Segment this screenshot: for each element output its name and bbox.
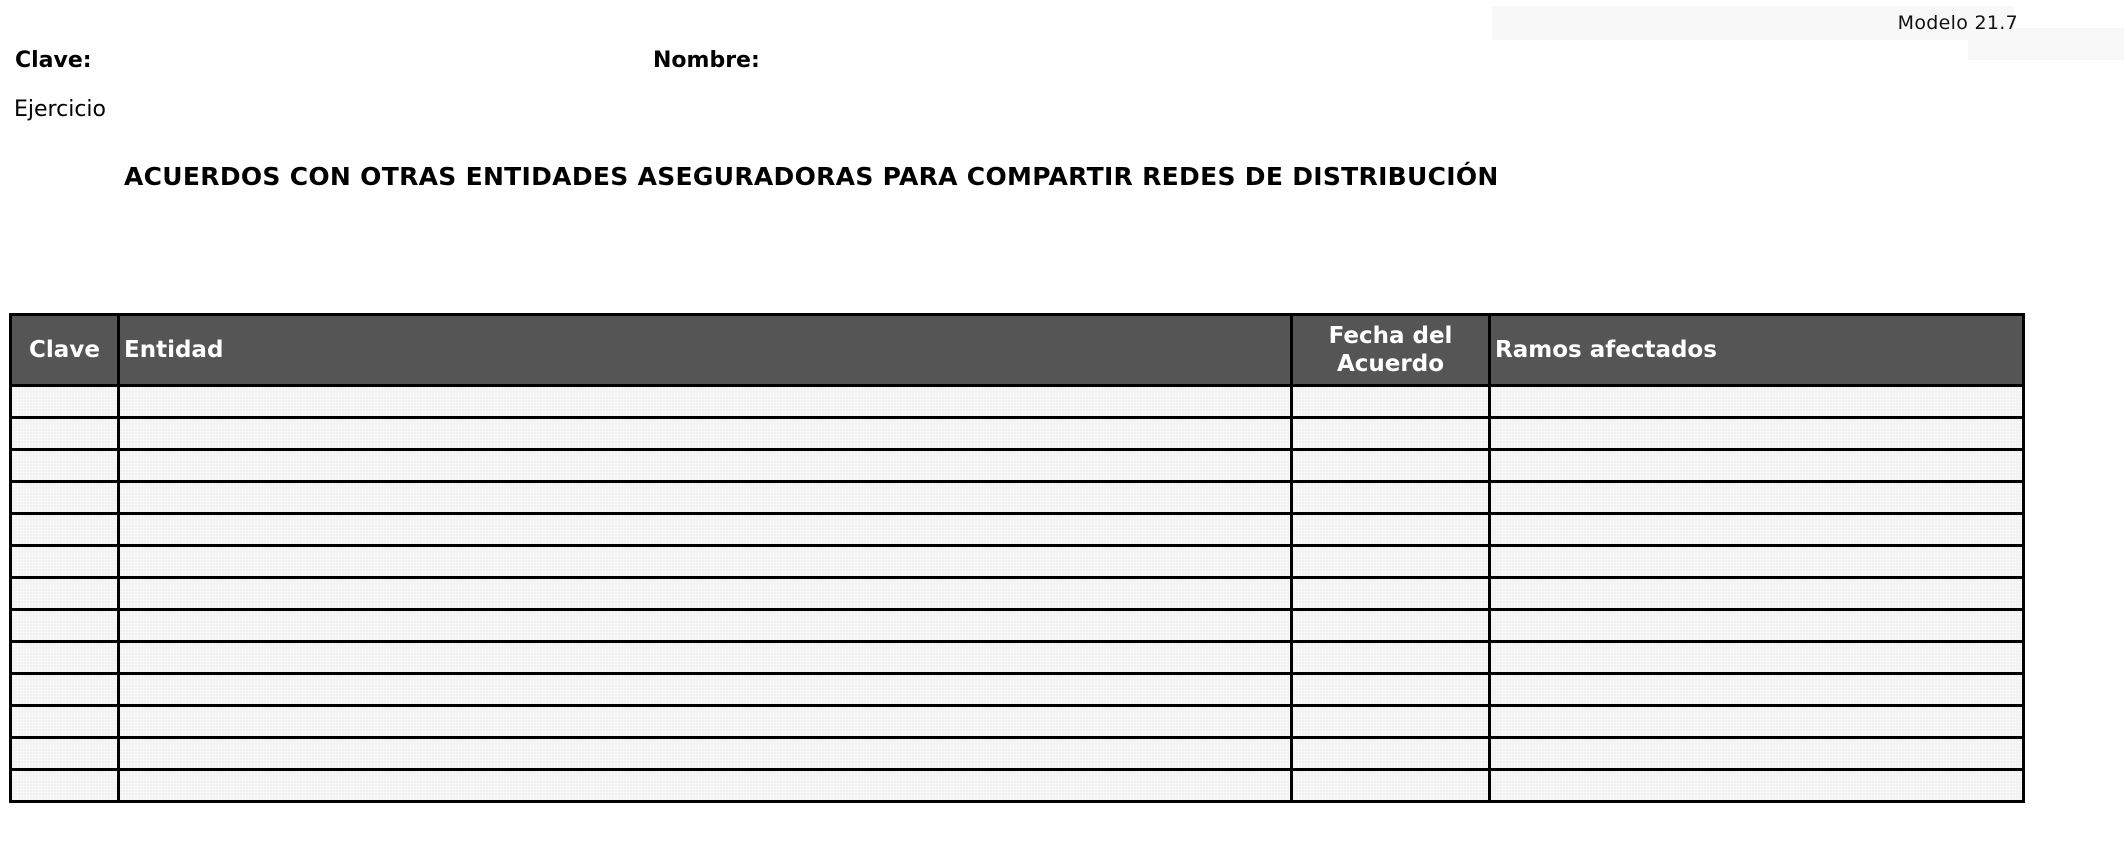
cell-fecha-acuerdo[interactable] bbox=[1292, 706, 1490, 738]
cell-fecha-acuerdo[interactable] bbox=[1292, 610, 1490, 642]
clave-label: Clave: bbox=[15, 48, 92, 73]
cell-entidad[interactable] bbox=[119, 642, 1292, 674]
cell-clave[interactable] bbox=[11, 738, 119, 770]
cell-clave[interactable] bbox=[11, 418, 119, 450]
cell-entidad[interactable] bbox=[119, 418, 1292, 450]
cell-ramos-afectados[interactable] bbox=[1490, 450, 2024, 482]
cell-clave[interactable] bbox=[11, 514, 119, 546]
table-row bbox=[11, 674, 2024, 706]
table-row bbox=[11, 578, 2024, 610]
cell-entidad[interactable] bbox=[119, 674, 1292, 706]
cell-ramos-afectados[interactable] bbox=[1490, 610, 2024, 642]
cell-entidad[interactable] bbox=[119, 546, 1292, 578]
cell-clave[interactable] bbox=[11, 674, 119, 706]
table-row bbox=[11, 738, 2024, 770]
table-row bbox=[11, 642, 2024, 674]
table-row bbox=[11, 770, 2024, 802]
cell-entidad[interactable] bbox=[119, 450, 1292, 482]
cell-clave[interactable] bbox=[11, 482, 119, 514]
cell-fecha-acuerdo[interactable] bbox=[1292, 546, 1490, 578]
cell-entidad[interactable] bbox=[119, 514, 1292, 546]
cell-clave[interactable] bbox=[11, 642, 119, 674]
table-row bbox=[11, 418, 2024, 450]
table-row bbox=[11, 514, 2024, 546]
table-row bbox=[11, 482, 2024, 514]
cell-ramos-afectados[interactable] bbox=[1490, 738, 2024, 770]
cell-fecha-acuerdo[interactable] bbox=[1292, 482, 1490, 514]
cell-ramos-afectados[interactable] bbox=[1490, 386, 2024, 418]
cell-entidad[interactable] bbox=[119, 386, 1292, 418]
cell-fecha-acuerdo[interactable] bbox=[1292, 418, 1490, 450]
table-row bbox=[11, 546, 2024, 578]
table-row bbox=[11, 450, 2024, 482]
cell-fecha-acuerdo[interactable] bbox=[1292, 770, 1490, 802]
cell-clave[interactable] bbox=[11, 450, 119, 482]
model-label: Modelo 21.7 bbox=[1897, 12, 2018, 34]
cell-ramos-afectados[interactable] bbox=[1490, 706, 2024, 738]
cell-entidad[interactable] bbox=[119, 738, 1292, 770]
cell-fecha-acuerdo[interactable] bbox=[1292, 450, 1490, 482]
nombre-label: Nombre: bbox=[653, 48, 760, 73]
cell-clave[interactable] bbox=[11, 386, 119, 418]
agreements-table bbox=[9, 313, 2025, 803]
cell-ramos-afectados[interactable] bbox=[1490, 770, 2024, 802]
table-row bbox=[11, 386, 2024, 418]
cell-fecha-acuerdo[interactable] bbox=[1292, 674, 1490, 706]
cell-ramos-afectados[interactable] bbox=[1490, 546, 2024, 578]
cell-ramos-afectados[interactable] bbox=[1490, 642, 2024, 674]
ejercicio-label: Ejercicio bbox=[14, 97, 106, 122]
cell-clave[interactable] bbox=[11, 706, 119, 738]
cell-entidad[interactable] bbox=[119, 482, 1292, 514]
cell-clave[interactable] bbox=[11, 770, 119, 802]
cell-fecha-acuerdo[interactable] bbox=[1292, 642, 1490, 674]
cell-entidad[interactable] bbox=[119, 706, 1292, 738]
cell-fecha-acuerdo[interactable] bbox=[1292, 738, 1490, 770]
column-header-ramos-afectados: Ramos afectados bbox=[1490, 315, 2024, 386]
cell-ramos-afectados[interactable] bbox=[1490, 674, 2024, 706]
cell-clave[interactable] bbox=[11, 610, 119, 642]
cell-ramos-afectados[interactable] bbox=[1490, 514, 2024, 546]
table-row bbox=[11, 706, 2024, 738]
cell-fecha-acuerdo[interactable] bbox=[1292, 386, 1490, 418]
cell-entidad[interactable] bbox=[119, 610, 1292, 642]
cell-ramos-afectados[interactable] bbox=[1490, 418, 2024, 450]
table-body bbox=[11, 386, 2024, 802]
column-header-fecha-acuerdo: Fecha del Acuerdo bbox=[1292, 315, 1490, 386]
table-header-row bbox=[11, 315, 2024, 386]
column-header-entidad: Entidad bbox=[119, 315, 1292, 386]
cell-fecha-acuerdo[interactable] bbox=[1292, 578, 1490, 610]
table-row bbox=[11, 610, 2024, 642]
cell-fecha-acuerdo[interactable] bbox=[1292, 514, 1490, 546]
cell-clave[interactable] bbox=[11, 546, 119, 578]
cell-ramos-afectados[interactable] bbox=[1490, 578, 2024, 610]
cell-entidad[interactable] bbox=[119, 770, 1292, 802]
cell-ramos-afectados[interactable] bbox=[1490, 482, 2024, 514]
column-header-clave: Clave bbox=[11, 315, 119, 386]
page-title: ACUERDOS CON OTRAS ENTIDADES ASEGURADORAS PARA COMPARTIR REDES DE DISTRIBUCIÓN bbox=[124, 162, 1499, 191]
cell-entidad[interactable] bbox=[119, 578, 1292, 610]
cell-clave[interactable] bbox=[11, 578, 119, 610]
